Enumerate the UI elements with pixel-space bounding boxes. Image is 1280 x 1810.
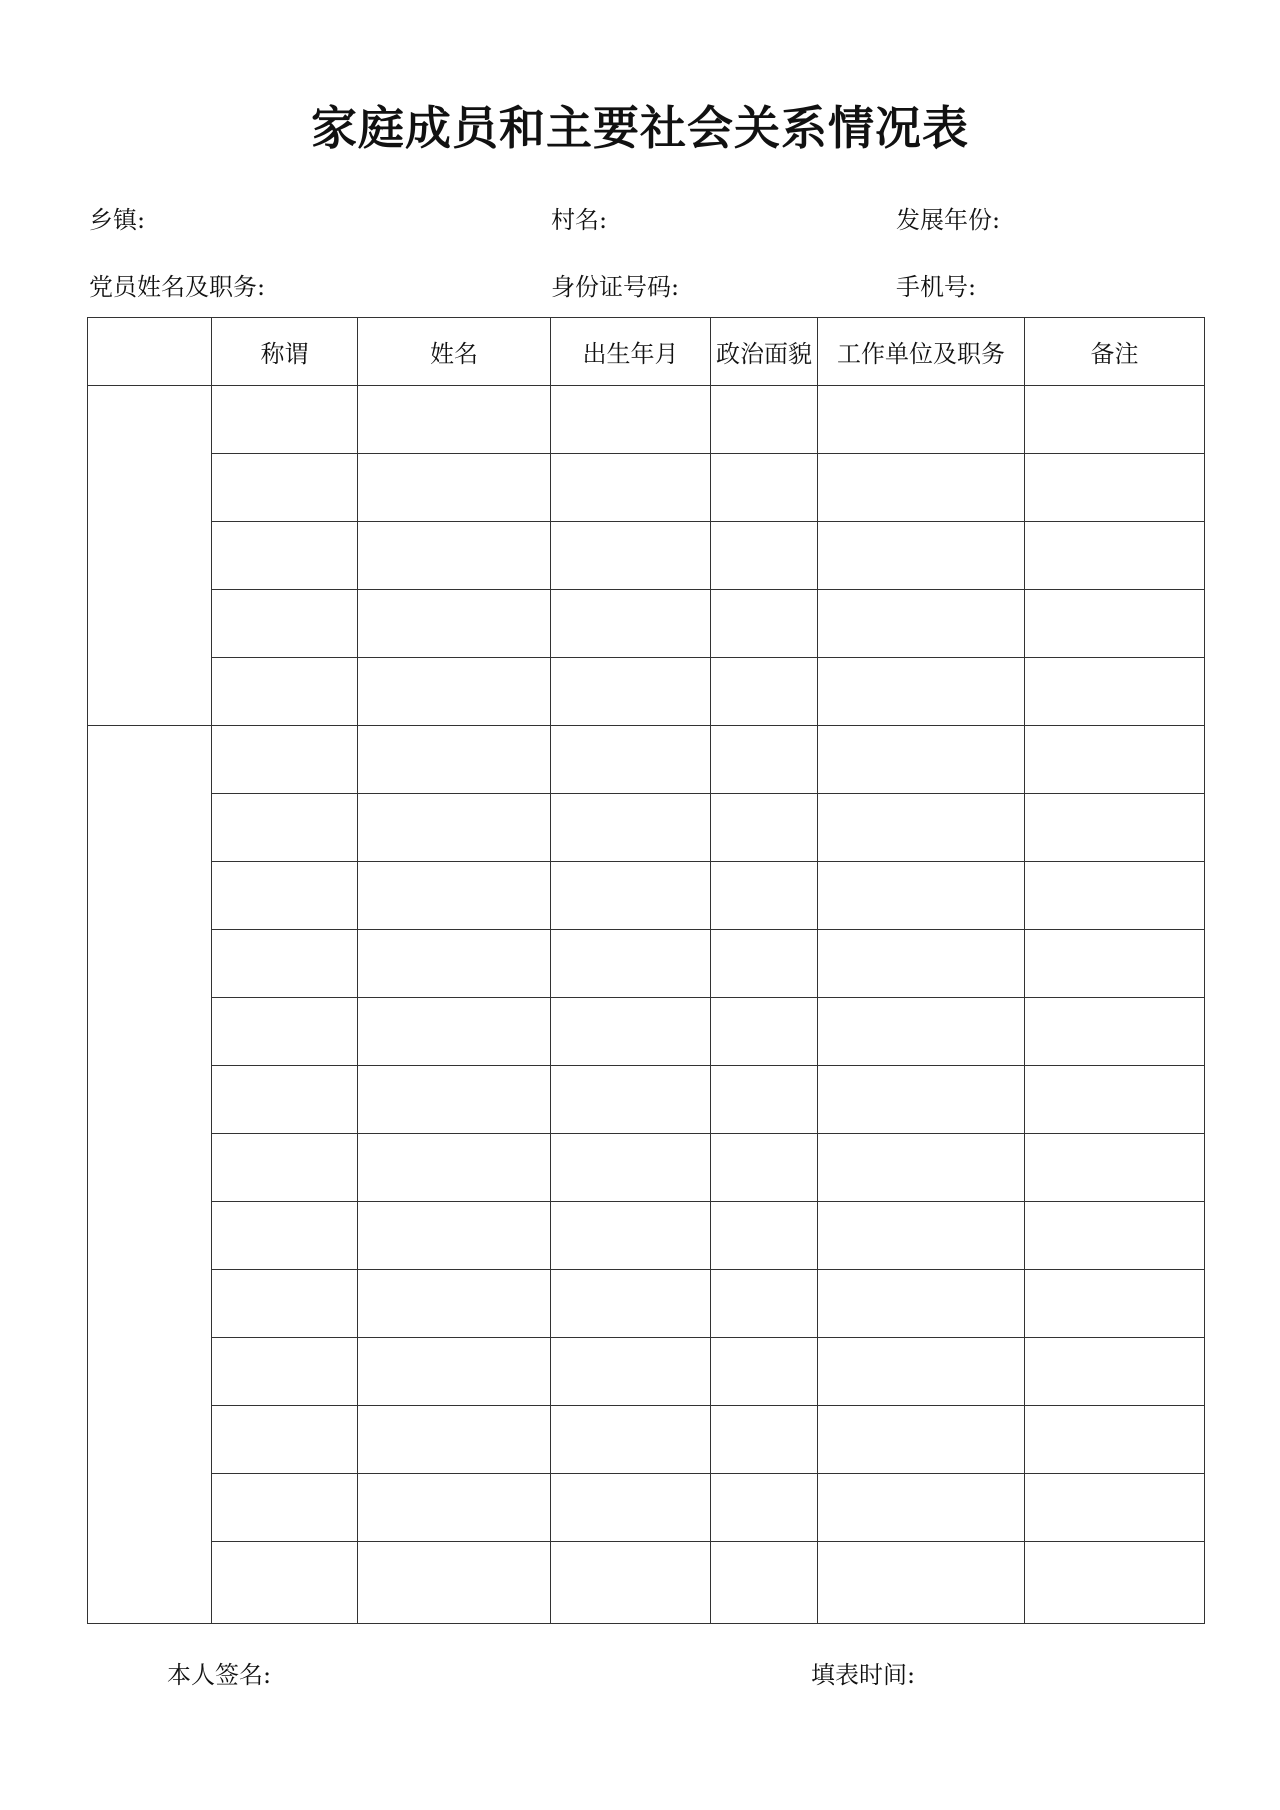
birth-date-cell[interactable]	[551, 726, 711, 794]
relation-cell[interactable]	[212, 522, 358, 590]
relation-cell[interactable]	[212, 590, 358, 658]
birth-date-cell[interactable]	[551, 386, 711, 454]
remarks-cell[interactable]	[1025, 726, 1205, 794]
work-unit-cell[interactable]	[818, 1066, 1025, 1134]
relation-cell[interactable]	[212, 726, 358, 794]
name-cell[interactable]	[358, 522, 551, 590]
relation-cell[interactable]	[212, 1406, 358, 1474]
work-unit-cell[interactable]	[818, 1542, 1025, 1624]
table-row	[88, 930, 1205, 998]
member-name-position-label: 党员姓名及职务:	[89, 273, 266, 301]
name-cell[interactable]	[358, 658, 551, 726]
remarks-cell[interactable]	[1025, 522, 1205, 590]
remarks-cell[interactable]	[1025, 658, 1205, 726]
fill-date-label: 填表时间:	[811, 1661, 916, 1689]
remarks-cell[interactable]	[1025, 1474, 1205, 1542]
relation-cell[interactable]	[212, 1338, 358, 1406]
family-members-group-cell	[88, 386, 212, 726]
work-unit-cell[interactable]	[818, 1134, 1025, 1202]
name-cell[interactable]	[358, 726, 551, 794]
political-status-cell[interactable]	[711, 862, 818, 930]
header-political-status: 政治面貌	[711, 318, 818, 386]
name-cell[interactable]	[358, 454, 551, 522]
political-status-cell[interactable]	[711, 590, 818, 658]
remarks-cell[interactable]	[1025, 1542, 1205, 1624]
table-row	[88, 794, 1205, 862]
work-unit-cell[interactable]	[818, 862, 1025, 930]
birth-date-cell[interactable]	[551, 1270, 711, 1338]
political-status-cell[interactable]	[711, 794, 818, 862]
name-cell[interactable]	[358, 1066, 551, 1134]
name-cell[interactable]	[358, 590, 551, 658]
header-group-cell	[88, 318, 212, 386]
political-status-cell[interactable]	[711, 454, 818, 522]
page-title: 家庭成员和主要社会关系情况表	[311, 101, 969, 155]
remarks-cell[interactable]	[1025, 862, 1205, 930]
birth-date-cell[interactable]	[551, 454, 711, 522]
relation-cell[interactable]	[212, 862, 358, 930]
name-cell[interactable]	[358, 794, 551, 862]
remarks-cell[interactable]	[1025, 1134, 1205, 1202]
name-cell[interactable]	[358, 1406, 551, 1474]
work-unit-cell[interactable]	[818, 998, 1025, 1066]
political-status-cell[interactable]	[711, 1134, 818, 1202]
political-status-cell[interactable]	[711, 930, 818, 998]
header-remarks: 备注	[1025, 318, 1205, 386]
id-number-label: 身份证号码:	[551, 273, 680, 301]
birth-date-cell[interactable]	[551, 794, 711, 862]
name-cell[interactable]	[358, 862, 551, 930]
birth-date-cell[interactable]	[551, 658, 711, 726]
birth-date-cell[interactable]	[551, 590, 711, 658]
relation-cell[interactable]	[212, 1066, 358, 1134]
relation-cell[interactable]	[212, 1542, 358, 1624]
political-status-cell[interactable]	[711, 1066, 818, 1134]
table-row	[88, 1066, 1205, 1134]
table-header-row	[88, 318, 1205, 386]
remarks-cell[interactable]	[1025, 386, 1205, 454]
table-row	[88, 1406, 1205, 1474]
table-row	[88, 1270, 1205, 1338]
family-relations-table	[87, 317, 1205, 1624]
political-status-cell[interactable]	[711, 658, 818, 726]
political-status-cell[interactable]	[711, 998, 818, 1066]
birth-date-cell[interactable]	[551, 1066, 711, 1134]
table-row	[88, 386, 1205, 454]
remarks-cell[interactable]	[1025, 590, 1205, 658]
work-unit-cell[interactable]	[818, 454, 1025, 522]
birth-date-cell[interactable]	[551, 1406, 711, 1474]
political-status-cell[interactable]	[711, 1338, 818, 1406]
name-cell[interactable]	[358, 1474, 551, 1542]
work-unit-cell[interactable]	[818, 1474, 1025, 1542]
work-unit-cell[interactable]	[818, 930, 1025, 998]
name-cell[interactable]	[358, 386, 551, 454]
table-row	[88, 998, 1205, 1066]
political-status-cell[interactable]	[711, 1202, 818, 1270]
relation-cell[interactable]	[212, 930, 358, 998]
work-unit-cell[interactable]	[818, 1270, 1025, 1338]
political-status-cell[interactable]	[711, 386, 818, 454]
birth-date-cell[interactable]	[551, 1202, 711, 1270]
remarks-cell[interactable]	[1025, 1202, 1205, 1270]
birth-date-cell[interactable]	[551, 1474, 711, 1542]
remarks-cell[interactable]	[1025, 1066, 1205, 1134]
birth-date-cell[interactable]	[551, 930, 711, 998]
header-relation: 称谓	[212, 318, 358, 386]
relation-cell[interactable]	[212, 1134, 358, 1202]
social-relations-group-cell	[88, 726, 212, 1624]
remarks-cell[interactable]	[1025, 454, 1205, 522]
political-status-cell[interactable]	[711, 1474, 818, 1542]
header-name: 姓名	[358, 318, 551, 386]
work-unit-cell[interactable]	[818, 658, 1025, 726]
name-cell[interactable]	[358, 998, 551, 1066]
table-row	[88, 862, 1205, 930]
relation-cell[interactable]	[212, 1270, 358, 1338]
header-work-unit-position: 工作单位及职务	[818, 318, 1025, 386]
remarks-cell[interactable]	[1025, 930, 1205, 998]
name-cell[interactable]	[358, 1270, 551, 1338]
signature-label: 本人签名:	[167, 1661, 272, 1689]
name-cell[interactable]	[358, 930, 551, 998]
remarks-cell[interactable]	[1025, 1338, 1205, 1406]
table-row	[88, 726, 1205, 794]
birth-date-cell[interactable]	[551, 1542, 711, 1624]
birth-date-cell[interactable]	[551, 522, 711, 590]
work-unit-cell[interactable]	[818, 522, 1025, 590]
header-birth-date: 出生年月	[551, 318, 711, 386]
work-unit-cell[interactable]	[818, 1406, 1025, 1474]
remarks-cell[interactable]	[1025, 1406, 1205, 1474]
phone-label: 手机号:	[896, 273, 977, 301]
birth-date-cell[interactable]	[551, 1338, 711, 1406]
name-cell[interactable]	[358, 1338, 551, 1406]
relation-cell[interactable]	[212, 1202, 358, 1270]
table-row	[88, 1542, 1205, 1624]
political-status-cell[interactable]	[711, 1542, 818, 1624]
birth-date-cell[interactable]	[551, 862, 711, 930]
township-label: 乡镇:	[89, 206, 146, 234]
relation-cell[interactable]	[212, 1474, 358, 1542]
table-row	[88, 1134, 1205, 1202]
relation-cell[interactable]	[212, 794, 358, 862]
relation-cell[interactable]	[212, 998, 358, 1066]
remarks-cell[interactable]	[1025, 998, 1205, 1066]
political-status-cell[interactable]	[711, 522, 818, 590]
development-year-label: 发展年份:	[896, 206, 1001, 234]
table-row	[88, 590, 1205, 658]
work-unit-cell[interactable]	[818, 590, 1025, 658]
name-cell[interactable]	[358, 1134, 551, 1202]
table-row	[88, 1338, 1205, 1406]
relation-cell[interactable]	[212, 454, 358, 522]
work-unit-cell[interactable]	[818, 1202, 1025, 1270]
table-row	[88, 1202, 1205, 1270]
village-label: 村名:	[551, 206, 608, 234]
table-row	[88, 522, 1205, 590]
birth-date-cell[interactable]	[551, 998, 711, 1066]
political-status-cell[interactable]	[711, 726, 818, 794]
table-row	[88, 658, 1205, 726]
political-status-cell[interactable]	[711, 1270, 818, 1338]
name-cell[interactable]	[358, 1542, 551, 1624]
birth-date-cell[interactable]	[551, 1134, 711, 1202]
relation-cell[interactable]	[212, 658, 358, 726]
political-status-cell[interactable]	[711, 1406, 818, 1474]
table-row	[88, 454, 1205, 522]
work-unit-cell[interactable]	[818, 794, 1025, 862]
remarks-cell[interactable]	[1025, 794, 1205, 862]
remarks-cell[interactable]	[1025, 1270, 1205, 1338]
relation-cell[interactable]	[212, 386, 358, 454]
work-unit-cell[interactable]	[818, 726, 1025, 794]
table-row	[88, 1474, 1205, 1542]
work-unit-cell[interactable]	[818, 1338, 1025, 1406]
name-cell[interactable]	[358, 1202, 551, 1270]
work-unit-cell[interactable]	[818, 386, 1025, 454]
